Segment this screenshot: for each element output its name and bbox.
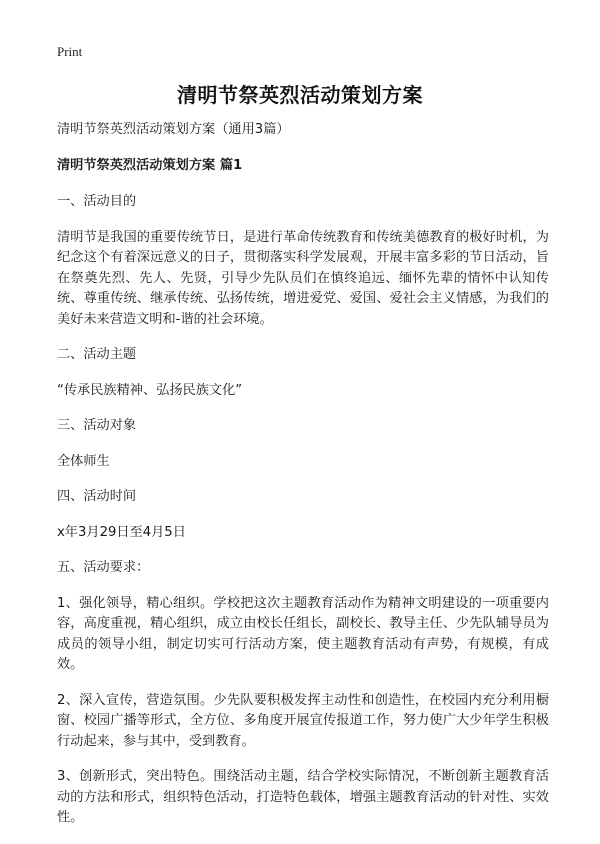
section-heading: 清明节祭英烈活动策划方案 篇1 (57, 157, 243, 173)
paragraph-purpose: 清明节是我国的重要传统节日，是进行革命传统教育和传统美德教育的极好时机，为纪念这个有着深远意义的日子，贯彻落实科学发展观，开展丰富多彩的节日活动，旨在祭奠先烈、先人、先贤，引导少先队员们在慎终追远、缅怀先辈的情怀中认知传统、尊重传统、继承传统、弘扬传统，增进爱党、爱国、爱社会主义情感，为我们的美好未来营造文明和-谐的社会环境。 (57, 229, 549, 327)
heading-audience: 三、活动对象 (57, 418, 137, 433)
paragraph-theme: “传承民族精神、弘扬民族文化” (57, 382, 243, 398)
document-subtitle: 清明节祭英烈活动策划方案（通用3篇） (57, 122, 290, 137)
print-label: Print (57, 44, 83, 59)
paragraph-requirement-3: 3、创新形式，突出特色。围绕活动主题，结合学校实际情况，不断创新主题教育活动的方法和形式，组织特色活动，打造特色载体，增强主题教育活动的针对性、实效性。 (57, 769, 549, 825)
page-title: 清明节祭英烈活动策划方案 (177, 83, 423, 107)
document-body (57, 120, 549, 844)
paragraph-requirement-2: 2、深入宣传，营造氛围。少先队要积极发挥主动性和创造性，在校园内充分利用橱窗、校园广播等形式，全方位、多角度开展宣传报道工作，努力使广大少年学生积极行动起来，参与其中，受到教育。 (57, 692, 549, 749)
heading-requirements: 五、活动要求： (57, 560, 150, 575)
paragraph-time: x年3月29日至4月5日 (57, 524, 186, 540)
paragraph-requirement-1: 1、强化领导，精心组织。学校把这次主题教育活动作为精神文明建设的一项重要内容，高度重视，精心组织，成立由校长任组长，副校长、教导主任、少先队辅导员为成员的领导小组，制定切实可行活动方案，使主题教育活动有声势，有规模，有成效。 (57, 595, 549, 672)
paragraph-audience: 全体师生 (57, 453, 110, 469)
heading-time: 四、活动时间 (57, 489, 137, 504)
heading-purpose: 一、活动目的 (57, 194, 137, 209)
heading-theme: 二、活动主题 (57, 347, 137, 362)
